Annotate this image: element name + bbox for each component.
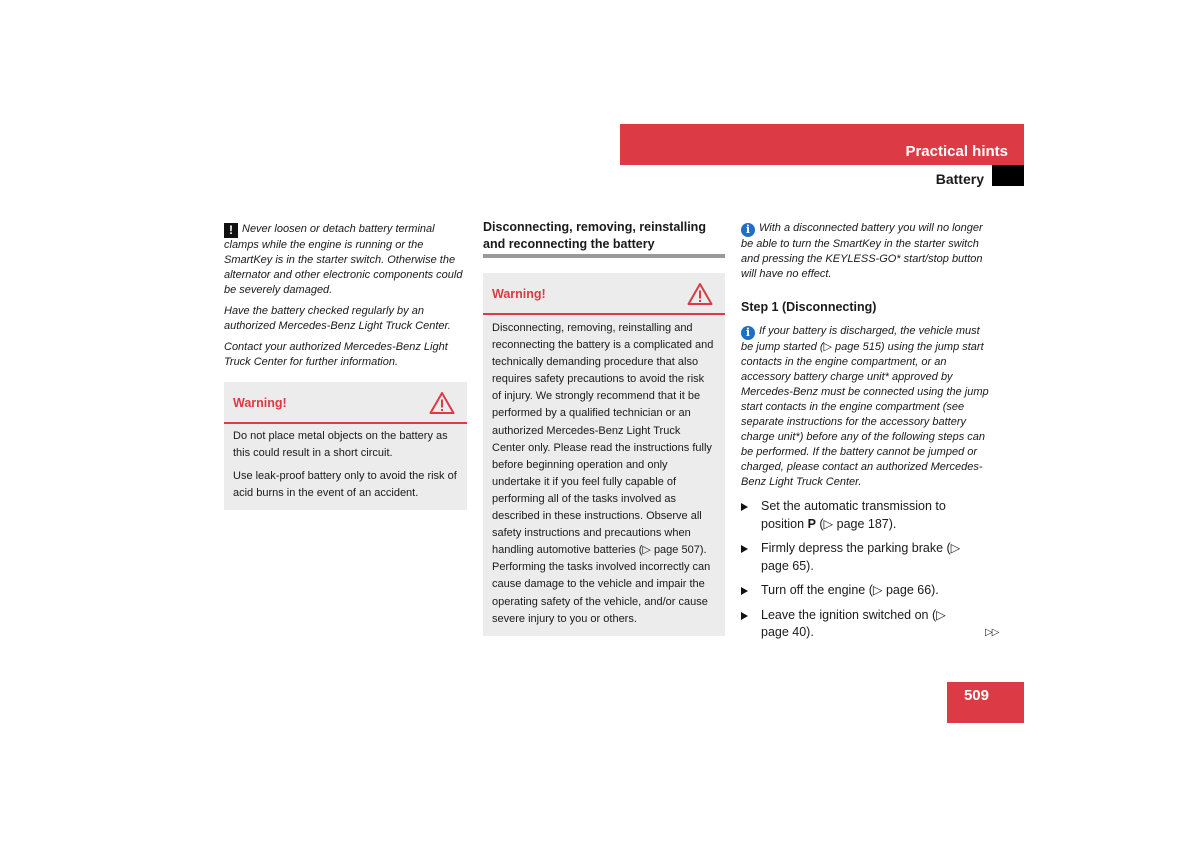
step-item <box>741 540 989 575</box>
bullet-arrow-icon <box>741 503 748 511</box>
page-number-box <box>947 682 1024 723</box>
step-text: (▷ page 187). <box>815 516 897 531</box>
notice-text-2: Have the battery checked regularly by an authorized Mercedes-Benz Light Truck Center. <box>224 305 451 332</box>
notice-paragraph <box>224 222 468 298</box>
warning-header <box>483 273 725 315</box>
step-item <box>741 582 989 600</box>
exclamation-icon: ! <box>224 223 238 238</box>
warning-paragraph: Use leak-proof battery only to avoid the risk of acid burns in the event of an accident. <box>233 470 457 499</box>
step-list <box>741 498 989 642</box>
warning-body <box>224 424 467 510</box>
step-text: Set the automatic transmission to position <box>761 499 946 531</box>
warning-box <box>224 382 467 510</box>
subsection-title: Battery <box>935 171 984 187</box>
info-text: If your battery is discharged, the vehicle must be jump started (▷ page 515) using the jump start contacts in the engine compartment, or an accessory battery charge unit* approved by Mercedes-Benz must be connected using the jump start contacts in the engine compartment (see separate instructions for the accessory battery charge unit*) before any of the following steps can be performed. If the battery cannot be jumped or charged, please contact an authorized Mercedes-Benz Light Truck Center. <box>741 325 989 488</box>
bullet-arrow-icon <box>741 587 748 595</box>
info-note <box>741 324 989 490</box>
column-3 <box>741 221 989 649</box>
warning-box <box>483 273 725 636</box>
step-text: Leave the ignition switched on (▷ page 40). <box>761 607 946 639</box>
warning-triangle-icon <box>687 282 713 306</box>
step-emphasis: P <box>807 516 816 531</box>
notice-text: Never loosen or detach battery terminal clamps while the engine is running or the SmartKey is in the starter switch. Otherwise the alternator and other electronic components could be severely damaged. <box>224 223 463 296</box>
info-text: With a disconnected battery you will no longer be able to turn the SmartKey in the starter switch and pressing the KEYLESS-GO* start/stop button will have no effect. <box>741 222 983 280</box>
section-title: Practical hints <box>905 143 1008 160</box>
heading-rule <box>483 254 725 258</box>
column-1 <box>224 222 468 370</box>
header-bar <box>620 124 1024 165</box>
warning-body <box>483 315 725 636</box>
step-heading: Step 1 (Disconnecting) <box>741 300 877 314</box>
info-icon: i <box>741 326 755 340</box>
warning-title: Warning! <box>233 396 287 410</box>
warning-paragraph: Do not place metal objects on the battery as this could result in a short circuit. <box>233 430 448 459</box>
section-heading: Disconnecting, removing, reinstalling and reconnecting the battery <box>483 220 706 251</box>
info-icon: i <box>741 223 755 237</box>
bullet-arrow-icon <box>741 612 748 620</box>
warning-triangle-icon <box>429 391 455 415</box>
step-item <box>741 498 989 533</box>
warning-title: Warning! <box>492 287 546 301</box>
header-marker <box>992 165 1024 186</box>
info-note <box>741 221 989 282</box>
continued-arrows-icon: ▷▷ <box>985 627 999 638</box>
warning-paragraph: Disconnecting, removing, reinstalling and reconnecting the battery is a complicated and technically demanding procedure that also requires safety precautions to avoid the risk of injury. We strongly recommend that it be performed by a qualified technician or an authorized Mercedes-Benz Light Truck Center only. Please read the instructions fully before beginning operation and only undertake it if you feel fully capable of performing all of the tasks involved as described in these instructions. Observe all safety instructions and precautions when handling automotive batteries (▷ page 507). Performing the tasks involved incorrectly can cause damage to the vehicle and impair the operating safety of the vehicle, and/or cause severe injury to you or others. <box>492 322 714 625</box>
page-number: 509 <box>963 687 989 704</box>
bullet-arrow-icon <box>741 545 748 553</box>
step-text: Firmly depress the parking brake (▷ page 65). <box>761 541 961 573</box>
notice-text-3: Contact your authorized Mercedes-Benz Light Truck Center for further information. <box>224 341 448 368</box>
step-item <box>741 607 951 642</box>
warning-header <box>224 382 467 424</box>
step-text: Turn off the engine (▷ page 66). <box>761 583 939 597</box>
